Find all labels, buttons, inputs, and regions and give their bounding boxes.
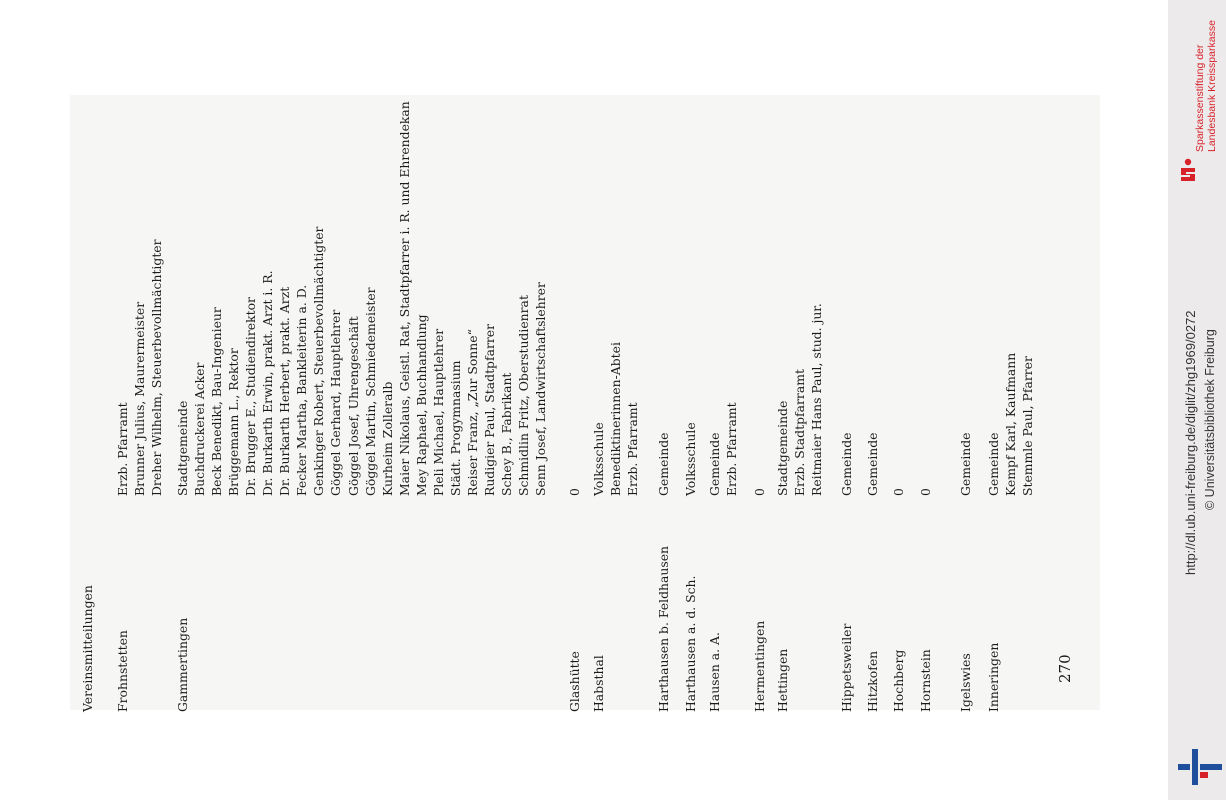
place-name: Hochberg: [891, 649, 906, 712]
entry-line: Stadtgemeinde: [175, 400, 190, 496]
place-name: Hitzkofen: [865, 650, 880, 712]
place-name: Inneringen: [986, 642, 1001, 712]
entry-line: Gemeinde: [958, 432, 973, 496]
sidebar-rotated-text: [1168, 0, 1226, 800]
place-name: Habsthal: [591, 655, 606, 712]
entry-line: Reitmaier Hans Paul, stud. jur.: [809, 303, 825, 496]
document-url-link[interactable]: http://dl.ub.uni-freiburg.de/diglit/zhg1969/0272: [1183, 310, 1198, 575]
entry-line: Gemeinde: [707, 432, 722, 496]
entry-line: Dreher Wilhelm, Steuerbevollmächtigter: [149, 239, 165, 496]
entry-line: Rudigier Paul, Stadtpfarrer: [481, 323, 497, 496]
university-library-logo-icon[interactable]: [1178, 745, 1222, 789]
place-name: Frohnstetten: [115, 630, 130, 712]
place-name: Igelswies: [958, 653, 973, 712]
place-name: Harthausen a. d. Sch.: [683, 575, 698, 712]
entry-line: Erzb. Pfarramt: [115, 402, 130, 496]
place-name: Hippetsweiler: [839, 623, 854, 712]
entry-line: 0: [752, 488, 767, 496]
entry-line: Stemmle Paul, Pfarrer: [1020, 356, 1036, 496]
place-name: Hermentingen: [752, 620, 767, 712]
entry-line: Göggel Martin, Schmiedemeister: [362, 287, 378, 496]
sparkasse-logo-icon: [1176, 158, 1200, 182]
entry-line: Genkinger Robert, Steuerbevollmächtigter: [311, 226, 327, 496]
entry-line: Dr. Burkarth Herbert, prakt. Arzt: [277, 286, 293, 496]
entry-line: Gemeinde: [986, 432, 1001, 496]
entry-line: Senn Josef, Landwirtschaftslehrer: [533, 282, 549, 496]
place-name: Harthausen b. Feldhausen: [656, 545, 671, 712]
entry-line: Gemeinde: [865, 432, 880, 496]
page-header: Vereinsmitteilungen: [80, 585, 95, 712]
entry-line: Stadtgemeinde: [775, 400, 790, 496]
entry-line: Mey Raphael, Buchhandlung: [413, 314, 429, 496]
entry-line: Benediktinerinnen-Abtei: [608, 342, 624, 496]
place-name: Glashütte: [567, 651, 582, 712]
entry-line: Brüggemann L., Rektor: [226, 348, 242, 496]
entry-line: Volksschule: [683, 422, 698, 496]
entry-line: Pleli Michael, Hauptlehrer: [430, 328, 446, 496]
entry-line: Gemeinde: [839, 432, 854, 496]
entry-line: Gemeinde: [656, 432, 671, 496]
entry-line: Schmidlin Fritz, Oberstudienrat: [516, 295, 531, 496]
entry-line: Schey B., Fabrikant: [498, 372, 514, 496]
entry-line: Volksschule: [591, 422, 606, 496]
sponsor-line-2: Landesbank Kreissparkasse: [1206, 20, 1218, 152]
entry-line: Fecker Martha, Bankleiterin a. D.: [294, 284, 310, 496]
entry-line: Beck Benedikt, Bau-Ingenieur: [209, 307, 225, 496]
entry-line: Göggel Gerhard, Hauptlehrer: [328, 309, 344, 496]
copyright-text: © Universitätsbibliothek Freiburg: [1203, 329, 1217, 510]
entry-line: 0: [891, 488, 906, 496]
entry-line: Kempf Karl, Kaufmann: [1003, 352, 1019, 496]
page-number: 270: [1056, 654, 1074, 683]
entry-line: Kurheim Zolleralb: [379, 381, 395, 496]
entry-line: Dr. Burkarth Erwin, prakt. Arzt i. R.: [260, 270, 276, 496]
entry-line: Brunner Julius, Maurermeister: [132, 301, 148, 496]
entry-line: Erzb. Stadtpfarramt: [792, 369, 808, 496]
place-name: Hettingen: [775, 648, 790, 712]
entry-line: 0: [567, 488, 582, 496]
entry-line: Göggel Josef, Uhrengeschäft: [345, 316, 361, 496]
place-name: Hornstein: [918, 649, 933, 712]
entry-line: Städt. Progymnasium: [447, 360, 463, 496]
entry-line: Buchdruckerei Acker: [192, 362, 208, 496]
entry-line: Dr. Brugger E., Studiendirektor: [243, 297, 259, 496]
sponsor-line-1: Sparkassenstiftung der: [1194, 44, 1206, 152]
place-name: Gammertingen: [175, 617, 190, 712]
entry-line: 0: [918, 488, 933, 496]
place-name: Hausen a. A.: [707, 632, 722, 712]
viewer-sidebar: [1168, 0, 1226, 800]
entry-line: Erzb. Pfarramt: [625, 402, 641, 496]
entry-line: Maier Nikolaus, Geistl. Rat, Stadtpfarrer i. R. und Ehrendekan: [396, 101, 412, 496]
entry-line: Erzb. Pfarramt: [724, 402, 740, 496]
entry-line: Reiser Franz, „Zur Sonne“: [464, 329, 480, 496]
